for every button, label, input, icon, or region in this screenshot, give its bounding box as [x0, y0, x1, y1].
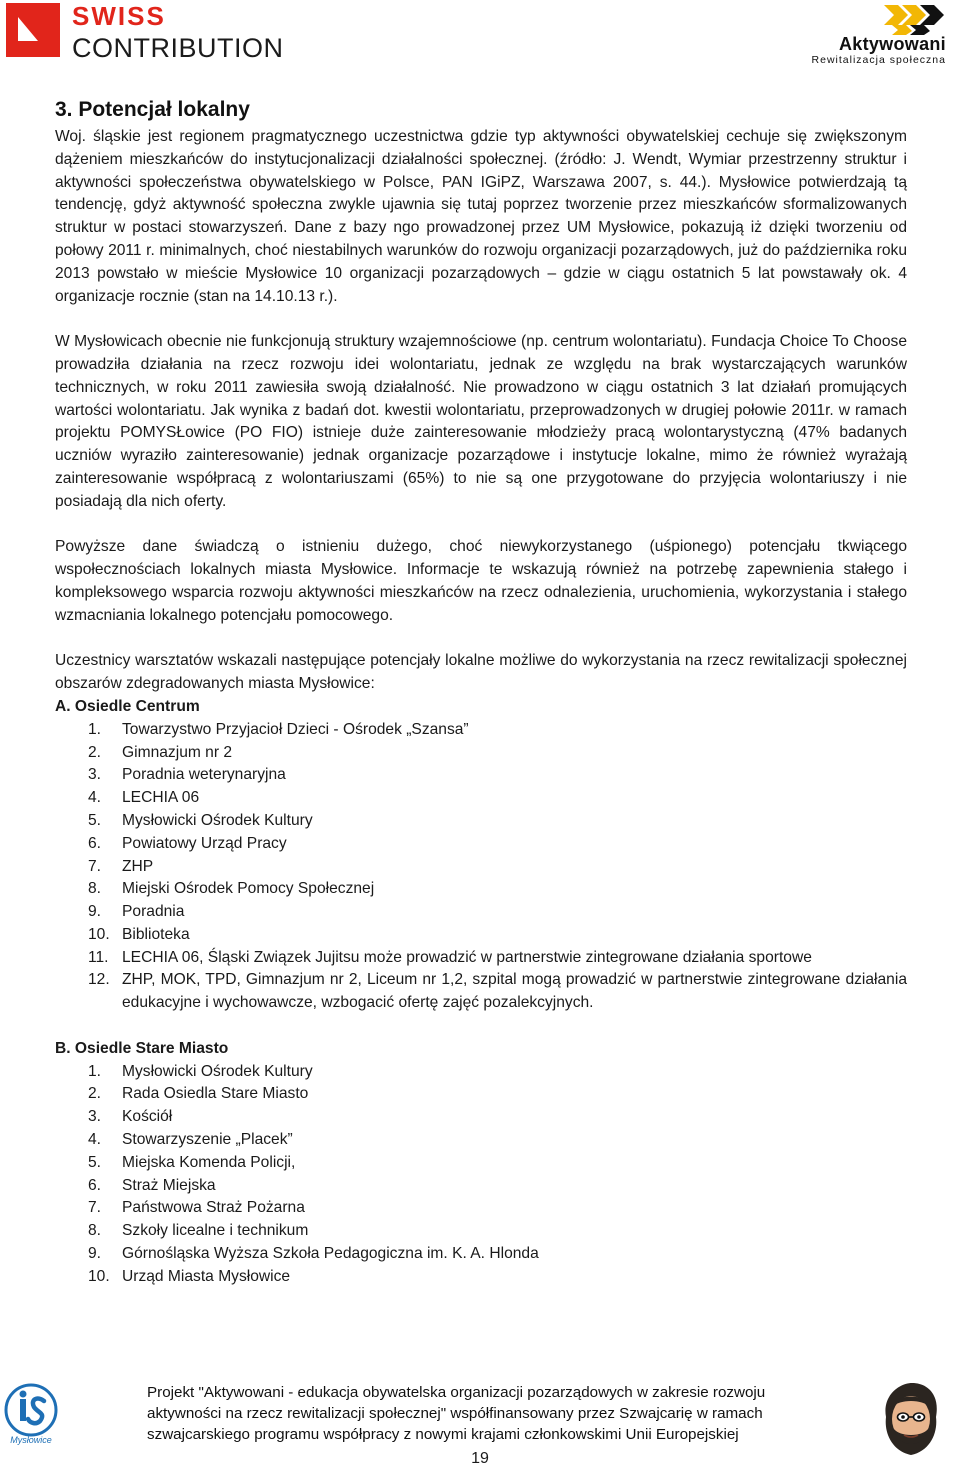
page-number: 19 — [471, 1450, 489, 1467]
aktywowani-tagline: Rewitalizacja społeczna — [811, 54, 946, 66]
aktywowani-logo — [792, 3, 952, 65]
list-item: 11. LECHIA 06, Śląski Związek Jujitsu może prowadzić w partnerstwie zintegrowane działania sportowe — [88, 948, 812, 966]
list-item: 10. Biblioteka — [88, 925, 190, 943]
contribution-logo-word: CONTRIBUTION — [72, 33, 284, 63]
list-item: 9. Poradnia — [88, 903, 185, 921]
swiss-logo-word: SWISS — [72, 1, 166, 31]
paragraph-volunteering: W Mysłowicach obecnie nie funkcjonują struktury wzajemnościowe (np. centrum wolontariatu). Fundacja Choice To Choose prowadziła działania na rzecz rozwoju idei wolontariatu, jednak ze względu na brak wystarczających warunków technicznych, w roku 2011 zawiesiła swoją działalność. Nie prowadzono w ciągu ostatnich 3 lat działań promujących wartości wolontariatu. Jak wynika z badań dot. kwestii wolontariatu, przeprowadzonych w drugiej połowie 2011r. w ramach projektu POMYSŁowice (PO FIO) istnieje duże zainteresowanie młodzieży pracą wolontarystyczną (47% badanych uczniów wyraziło zainteresowanie) jednak organizacje pozarządowe i instytucje lokalne, mimo że również wyrażają zainteresowanie współpracą z wolontariuszami (65%) to nie są one przygotowane do przyjęcia wolontariuszy i nie posiadają dla nich oferty. — [55, 333, 907, 510]
list-item: 10. Urząd Miasta Mysłowice — [88, 1267, 291, 1285]
group-title-centrum: A. Osiedle Centrum — [55, 697, 200, 715]
chevron-arrows-icon — [880, 3, 950, 35]
swiss-flag-icon — [6, 3, 60, 57]
cis-myslowice-logo — [2, 1383, 60, 1445]
list-item: 8. Szkoły licealne i technikum — [88, 1222, 309, 1240]
list-stare-miasto — [55, 1061, 907, 1289]
paragraph-context: Woj. śląskie jest regionem pragmatycznego uczestnictwa gdzie typ aktywności obywatelskiej cechuje się zwiększonym dążeniem mieszkańców do instytucjonalizacji działalności społecznej. (źródło: J. Wendt, Wymiar przestrzenny struktur i aktywności społeczeństwa obywatelskiego w Polsce, PAN IGiPZ, Warszawa 2007, s. 44.). Mysłowice potwierdzają tą tendencję, gdyż aktywność społeczna zwykle ujawnia się tutaj poprzez tworzenie przez mieszkańców sformalizowanych struktur w postaci stowarzyszeń. Dane z bazy ngo prowadzonej przez UM Mysłowice, pokazują iż dzięki tworzeniu od połowy 2011 r. minimalnych, choć niestabilnych warunków do rozwoju organizacji pozarządowych, już do października roku 2013 powstało w mieście Mysłowice 10 organizacji pozarządowych – gdzie w ciągu ostatnich 5 lat powstawały ok. 4 organizacje rocznie (stan na 14.10.13 r.). — [55, 128, 907, 305]
list-item: 5. Mysłowicki Ośrodek Kultury — [88, 811, 313, 829]
footnote-line-1: Projekt "Aktywowani - edukacja obywatelska organizacji pozarządowych w zakresie rozwoju — [147, 1384, 766, 1401]
page-header — [0, 0, 960, 72]
list-item: 4. LECHIA 06 — [88, 789, 200, 807]
list-item: 2. Rada Osiedla Stare Miasto — [88, 1085, 309, 1103]
list-item: 2. Gimnazjum nr 2 — [88, 743, 233, 761]
list-item: 6. Powiatowy Urząd Pracy — [88, 834, 287, 852]
list-item: 4. Stowarzyszenie „Placek” — [88, 1131, 293, 1149]
list-item: 5. Miejska Komenda Policji, — [88, 1153, 296, 1171]
project-footnote — [147, 1382, 847, 1445]
list-item: 1. Mysłowicki Ośrodek Kultury — [88, 1062, 313, 1080]
list-item: 7. Państwowa Straż Pożarna — [88, 1199, 305, 1217]
section-title: 3. Potencjał lokalny — [55, 98, 250, 121]
cis-logo-caption: Mysłowice — [10, 1435, 52, 1445]
main-content — [55, 96, 907, 1289]
list-item: 12. ZHP, MOK, TPD, Gimnazjum nr 2, Liceum nr 1,2, szpital mogą prowadzić w partnerstwie zintegrowane działania edukacyjne i wychowawcze, wzbogacić ofertę zajęć pozalekcyjnych. — [88, 971, 907, 1012]
list-item: 6. Straż Miejska — [88, 1176, 216, 1194]
paragraph-workshops: Uczestnicy warsztatów wskazali następujące potencjały lokalne możliwe do wykorzystania na rzecz rewitalizacji społecznej obszarów zdegradowanych miasta Mysłowice: — [55, 652, 907, 693]
paragraph-potential: Powyższe dane świadczą o istnieniu dużego, choć niewykorzystanego (uśpionego) potencjału tkwiącego wspołecznościach lokalnych miasta Mysłowice. Informacje te wskazują również na potrzebę zapewnienia stałego i kompleksowego wsparcia rozwoju aktywności mieszkańców na rzecz odnalezienia, uruchomienia, wykorzystania i stałego wzmacniania lokalnego potencjału pomocowego. — [55, 538, 907, 624]
footnote-line-3: szwajcarskiego programu współpracy z nowymi krajami członkowskimi Unii Europejskiej — [147, 1426, 739, 1443]
swiss-contribution-logo — [6, 3, 286, 65]
list-centrum — [55, 719, 907, 1015]
footnote-line-2: aktywności na rzecz rewitalizacji społecznej" współfinansowany przez Szwajcarię w ramach — [147, 1405, 763, 1422]
aktywowani-wordmark: Aktywowani — [838, 34, 946, 54]
list-item: 3. Poradnia weterynaryjna — [88, 766, 286, 784]
list-item: 1. Towarzystwo Przyjacioł Dzieci - Ośrodek „Szansa” — [88, 720, 469, 738]
list-item: 7. ZHP — [88, 857, 154, 875]
list-item: 8. Miejski Ośrodek Pomocy Społecznej — [88, 880, 375, 898]
list-item: 9. Górnośląska Wyższa Szkoła Pedagogiczna im. K. A. Hlonda — [88, 1245, 539, 1263]
group-title-stare-miasto: B. Osiedle Stare Miasto — [55, 1039, 229, 1057]
bearded-face-illustration — [870, 1377, 952, 1459]
list-item: 3. Kościół — [88, 1108, 173, 1126]
